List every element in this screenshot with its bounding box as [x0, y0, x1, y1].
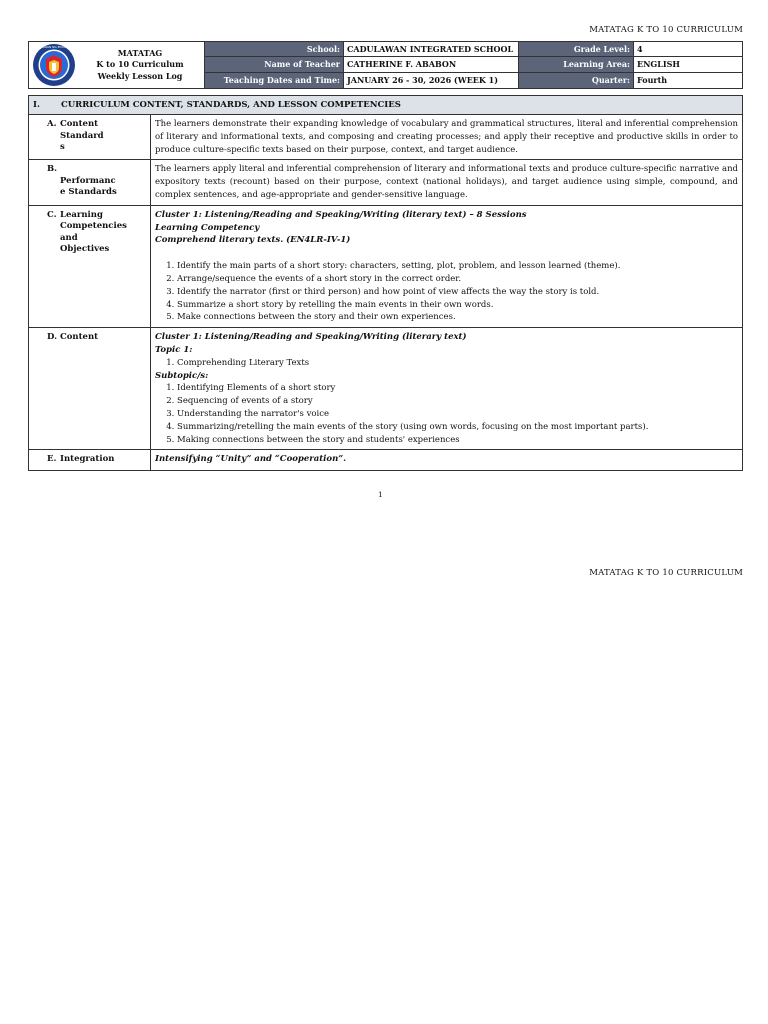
logo-line-matatag: MATATAG [117, 47, 163, 58]
logo-line-curriculum: K to 10 Curriculum [96, 59, 184, 70]
logo-line-lesson-log: Weekly Lesson Log [97, 70, 183, 81]
integration-text: Intensifying “Unity” and “Cooperation”. [155, 454, 347, 465]
topic-heading: Topic 1: [155, 344, 193, 355]
teaching-dates-label: Teaching Dates and Time: [205, 73, 344, 88]
section-title-row [29, 96, 742, 115]
content-cluster-heading: Cluster 1: Listening/Reading and Speaking/Writing (literary text) [155, 332, 467, 343]
grade-level-label: Grade Level: [519, 42, 634, 57]
list-item: 2. Sequencing of events of a story [177, 395, 738, 408]
page-number: 1 [378, 490, 383, 499]
list-item: 1. Identifying Elements of a short story [177, 382, 738, 395]
school-info-table [28, 41, 743, 89]
quarter-value: Fourth [637, 75, 668, 86]
content-cell [151, 328, 742, 449]
learning-area-value: ENGLISH [634, 57, 742, 72]
subtopics-list [155, 382, 738, 446]
curriculum-header-page2: MATATAG K TO 10 CURRICULUM [589, 568, 743, 578]
topics-list [155, 357, 738, 370]
cluster-heading: Cluster 1: Listening/Reading and Speaking/Writing (literary text) – 8 Sessions [155, 209, 527, 220]
teacher-value: CATHERINE F. ABABON [344, 57, 519, 72]
subtopic-heading: Subtopic/s: [155, 370, 209, 381]
competency-heading: Learning Competency [155, 222, 260, 233]
row-label-content: D. Content [29, 328, 151, 449]
teaching-dates-value: JANUARY 26 - 30, 2026 (WEEK 1) [344, 73, 519, 88]
curriculum-table [28, 95, 743, 471]
competency-code: Comprehend literary texts. (EN4LR-IV-1) [155, 235, 351, 246]
row-content [29, 328, 742, 450]
list-item: 3. Understanding the narrator's voice [177, 408, 738, 421]
learning-area-label: Learning Area: [519, 57, 634, 72]
list-item: 4. Summarizing/retelling the main events of the story (using own words, focusing on the most important parts). [177, 421, 738, 434]
row-label-content-standards: A. Content Standard s [29, 115, 151, 159]
svg-text:KAGAWARAN NG EDUKASYON: KAGAWARAN NG EDUKASYON [32, 45, 76, 49]
teacher-label: Name of Teacher [205, 57, 344, 72]
list-item: 5. Making connections between the story and students' experiences [177, 434, 738, 447]
learning-competencies-cell [151, 206, 742, 327]
row-integration [29, 450, 742, 470]
performance-standards-text: The learners apply literal and inferential comprehension of literary and informational texts and produce culture-specific narrative and expository texts (recount) based on their purpose, context (national holidays), and target audience using simple, compound, and complex sentences, and age-appropriate and gender-sensitive language. [155, 164, 738, 200]
content-standards-text: The learners demonstrate their expanding knowledge of vocabulary and grammatical structures, literal and inferential comprehension of literary and informational texts, and composing and creating processes; and apply their receptive and productive skills in order to produce culture-specific texts based on their purpose, context, and target audience. [155, 119, 738, 155]
school-label: School: [205, 42, 344, 57]
row-label-integration: E. Integration [29, 450, 151, 470]
list-item: 3. Identify the narrator (first or third person) and how point of view affects the way the story is told. [177, 286, 738, 299]
info-grid [205, 42, 742, 88]
section-title: CURRICULUM CONTENT, STANDARDS, AND LESSON COMPETENCIES [61, 100, 401, 110]
row-label-learning-competencies: C. Learning Competencies and Objectives [29, 206, 151, 327]
school-value: CADULAWAN INTEGRATED SCHOOL [344, 42, 519, 57]
deped-seal-icon [32, 43, 76, 87]
list-item: 2. Arrange/sequence the events of a short story in the correct order. [177, 273, 738, 286]
section-number: I. [33, 100, 40, 110]
row-performance-standards [29, 160, 742, 205]
curriculum-header: MATATAG K TO 10 CURRICULUM [589, 25, 743, 35]
list-item: 4. Summarize a short story by retelling the main events in their own words. [177, 299, 738, 312]
objectives-list [155, 260, 738, 324]
list-item: 5. Make connections between the story and their own experiences. [177, 311, 738, 324]
grade-level-value: 4 [634, 42, 742, 57]
logo-block [29, 42, 205, 88]
row-label-performance-standards: B. Performanc e Standards [29, 160, 151, 204]
row-learning-competencies [29, 206, 742, 328]
quarter-label: Quarter: [519, 73, 634, 88]
row-content-standards [29, 115, 742, 160]
list-item: 1. Comprehending Literary Texts [177, 357, 738, 370]
list-item: 1. Identify the main parts of a short story: characters, setting, plot, problem, and lesson learned (theme). [177, 260, 738, 273]
